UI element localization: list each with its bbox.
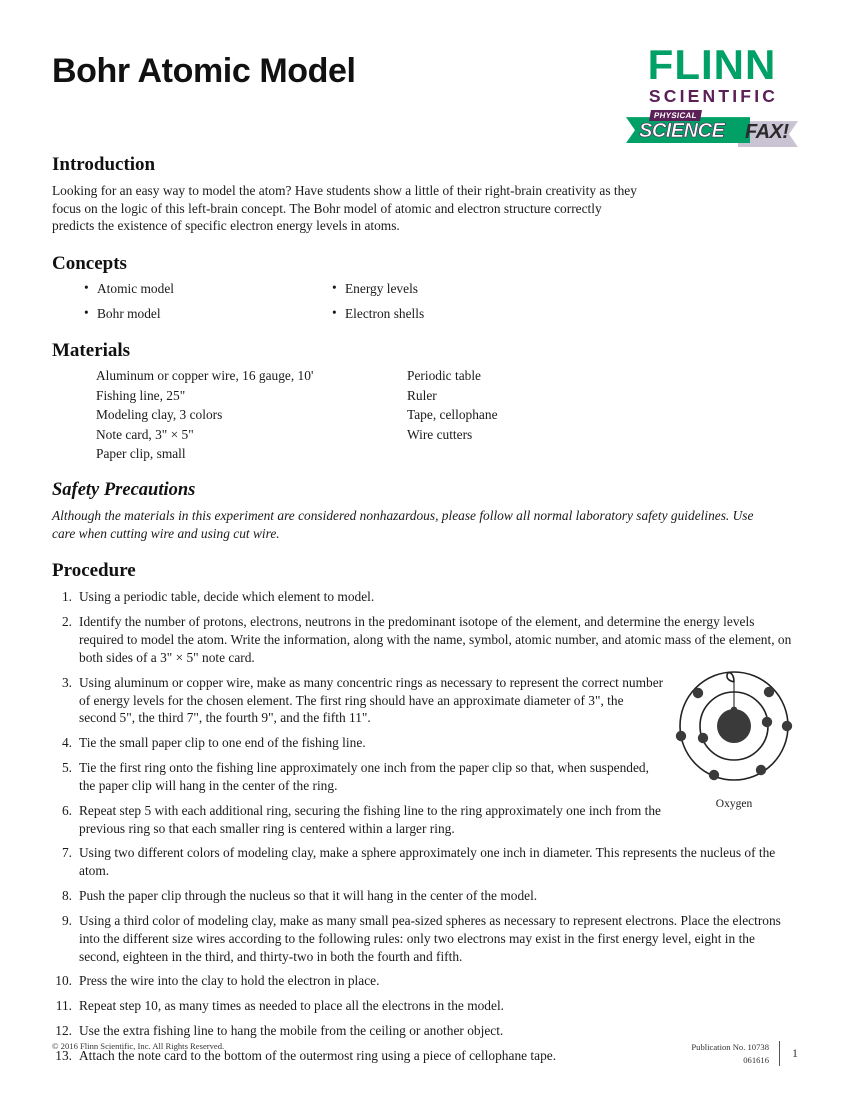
step-text: Using a third color of modeling clay, make as many small pea-sized spheres as necessary to represent electrons. Place the electrons into the different size wires according to the following rules: only two electrons may exist in the first energy level, eight in the second, eighteen in the third, and thirty-two in both the fourth and fifth.	[79, 912, 781, 964]
step-text: Attach the note card to the bottom of the outermost ring using a piece of cellophane tape.	[79, 1047, 557, 1063]
concept-item	[52, 281, 300, 297]
procedure-step	[52, 613, 798, 666]
step-text: Using aluminum or copper wire, make as many concentric rings as necessary to represent the correct number of energy levels for the chosen element. The first ring should have an approximate diameter of 3", the second 5", the third 7", the fourth 9", and the fifth 11".	[79, 674, 664, 726]
procedure-step	[52, 997, 798, 1015]
materials-section	[52, 340, 798, 462]
concept-label: Bohr model	[97, 306, 161, 322]
flinn-scientific-logo	[626, 41, 798, 152]
concepts-row	[52, 281, 798, 297]
copyright-text: © 2016 Flinn Scientific, Inc. All Rights Reserved.	[52, 1041, 225, 1052]
step-number: 9.	[61, 912, 72, 928]
material-item: Wire cutters	[407, 426, 473, 442]
concept-label: Atomic model	[97, 281, 174, 297]
step-number: 6.	[61, 802, 72, 818]
procedure-step	[52, 887, 798, 905]
material-item: Ruler	[407, 387, 437, 403]
material-row	[52, 388, 798, 404]
safety-paragraph: Although the materials in this experiment are considered nonhazardous, please follow all normal laboratory safety guidelines. Use care when cutting wire and using cut wire.	[52, 508, 754, 541]
introduction-heading: Introduction	[52, 154, 156, 175]
material-item: Aluminum or copper wire, 16 gauge, 10'	[96, 368, 314, 384]
step-text: Repeat step 5 with each additional ring, securing the fishing line to the ring approximately one inch from the previous ring so that each smaller ring is centered within a larger ring.	[79, 802, 661, 836]
banner-fax-label: FAX!	[745, 121, 789, 144]
safety-heading: Safety Precautions	[52, 480, 196, 501]
procedure-step	[52, 588, 798, 606]
publication-date-code: 061616	[743, 1054, 769, 1065]
step-number: 5.	[61, 760, 72, 776]
concept-item	[52, 306, 300, 322]
step-text: Push the paper clip through the nucleus so that it will hang in the center of the model.	[79, 888, 538, 904]
step-text: Use the extra fishing line to hang the mobile from the ceiling or another object.	[79, 1023, 504, 1038]
oxygen-atom-figure	[670, 660, 798, 810]
step-number: 2.	[61, 614, 72, 630]
step-number: 10.	[55, 973, 72, 989]
footer-divider	[779, 1041, 780, 1066]
step-text: Tie the small paper clip to one end of the fishing line.	[79, 735, 366, 751]
science-fax-banner	[626, 110, 798, 146]
banner-physical-label: PHYSICAL	[649, 110, 702, 121]
step-text: Identify the number of protons, electrons, neutrons in the predominant isotope of the element, and determine the energy levels required to model the atom. Write the information, along with the name, symbol, atomic number, and atomic mass of the element, on both sides of a 3" × 5" note card.	[79, 614, 792, 665]
step-number: 11.	[55, 998, 72, 1014]
procedure-step	[52, 844, 798, 880]
document-header	[52, 41, 798, 154]
concept-label: Energy levels	[345, 281, 419, 297]
procedure-step	[52, 912, 798, 965]
safety-precautions-section	[52, 480, 798, 542]
step-text: Using two different colors of modeling clay, make a sphere approximately one inch in diameter. This represents the nucleus of the atom.	[79, 845, 776, 879]
document-footer	[52, 1041, 798, 1066]
step-number: 1.	[61, 589, 72, 605]
procedure-step	[52, 1022, 798, 1040]
material-item: Note card, 3" × 5"	[96, 426, 194, 442]
material-row	[52, 427, 798, 443]
bullet-icon: •	[84, 305, 89, 321]
materials-heading: Materials	[52, 340, 131, 362]
concept-item	[300, 306, 548, 322]
material-item: Modeling clay, 3 colors	[96, 407, 223, 423]
figure-caption: Oxygen	[715, 798, 753, 811]
page-title: Bohr Atomic Model	[52, 52, 356, 90]
banner-science-label: SCIENCE	[639, 120, 725, 143]
logo-brand-text: FLINN	[647, 41, 777, 88]
material-row	[52, 368, 798, 384]
introduction-section	[52, 154, 798, 235]
bullet-icon: •	[84, 280, 89, 296]
concept-item	[300, 281, 548, 297]
procedure-section	[52, 560, 798, 1064]
concepts-section	[52, 253, 798, 322]
step-text: Repeat step 10, as many times as needed to place all the electrons in the model.	[79, 998, 505, 1014]
concepts-heading: Concepts	[52, 253, 127, 275]
concept-label: Electron shells	[345, 306, 425, 322]
step-text: Using a periodic table, decide which element to model.	[79, 589, 375, 605]
step-number: 4.	[61, 735, 72, 751]
introduction-paragraph: Looking for an easy way to model the atom? Have students show a little of their right-brain creativity as they focus on the logic of this left-brain concept. The Bohr model of atomic and electron structure correctly predicts the existence of specific electron energy levels in atoms.	[52, 183, 637, 234]
page-number: 1	[792, 1046, 798, 1061]
bohr-atom-diagram-icon	[670, 660, 798, 792]
procedure-heading: Procedure	[52, 560, 136, 582]
material-item: Periodic table	[407, 368, 481, 384]
step-text: Tie the first ring onto the fishing line approximately one inch from the paper clip so that, when suspended, the paper clip will hang in the center of the ring.	[79, 760, 649, 793]
step-number: 3.	[61, 674, 72, 690]
publication-number: Publication No. 10738	[691, 1042, 769, 1053]
concepts-row	[52, 306, 798, 322]
procedure-step	[52, 972, 798, 990]
material-item: Paper clip, small	[96, 446, 186, 462]
step-number: 8.	[61, 888, 72, 904]
bullet-icon: •	[332, 280, 337, 296]
step-number: 13.	[55, 1047, 72, 1063]
material-item: Fishing line, 25"	[96, 387, 186, 403]
bullet-icon: •	[332, 305, 337, 321]
step-number: 7.	[61, 845, 72, 861]
material-row	[52, 446, 798, 462]
step-text: Press the wire into the clay to hold the electron in place.	[79, 973, 380, 989]
step-number: 12.	[55, 1023, 72, 1038]
material-item: Tape, cellophane	[407, 407, 498, 423]
logo-subtitle-text: SCIENTIFIC	[648, 86, 779, 107]
material-row	[52, 407, 798, 423]
